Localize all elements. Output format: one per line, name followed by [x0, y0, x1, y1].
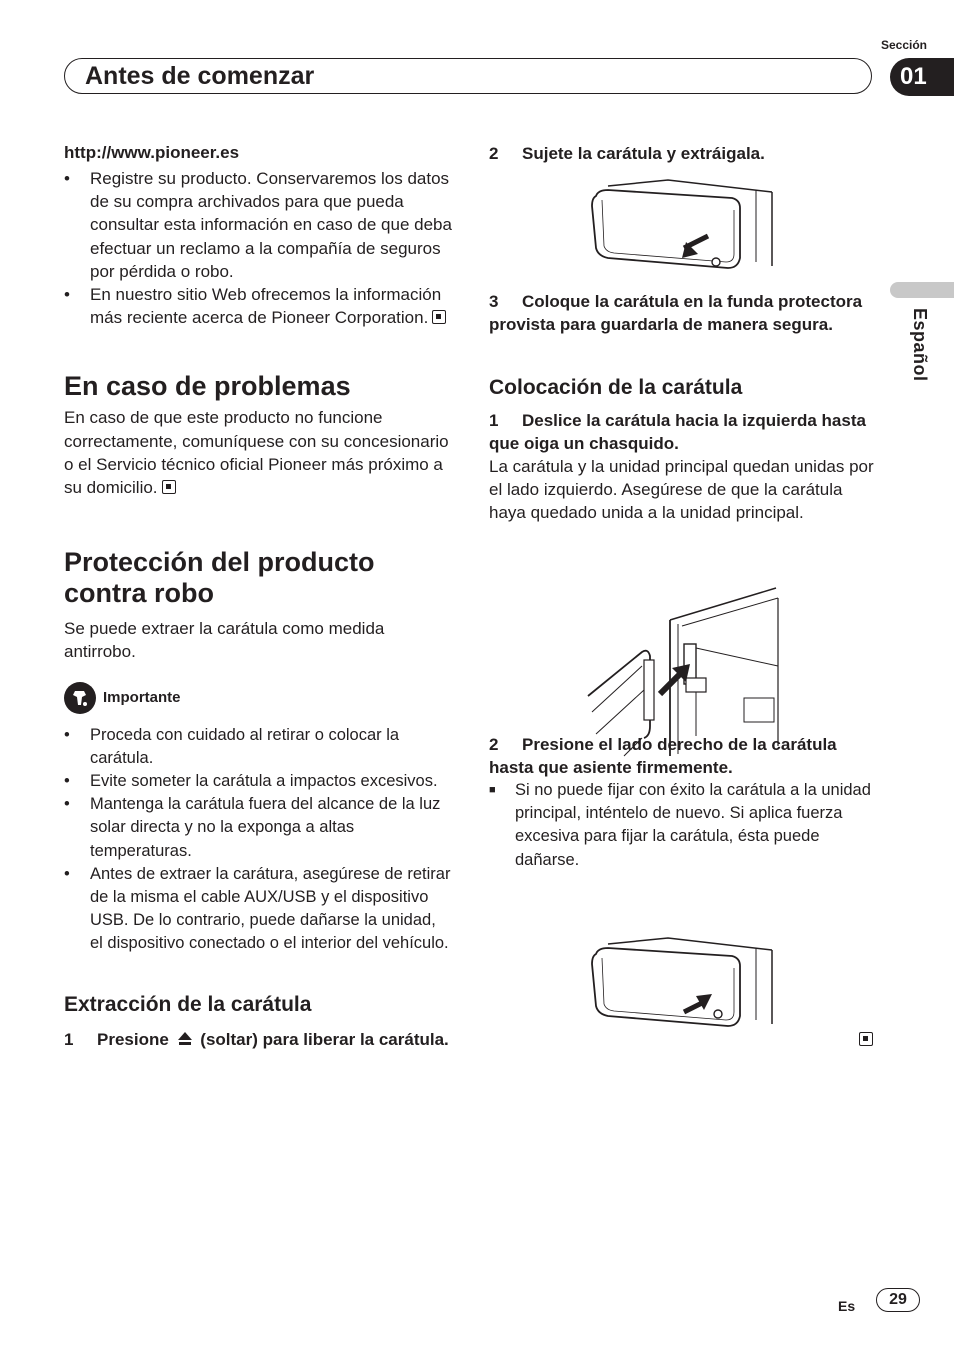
language-label: Español [910, 308, 930, 382]
section-label: Sección [880, 38, 927, 52]
faceplate-press-right-illustration [588, 936, 774, 1028]
important-label: Importante [103, 689, 181, 707]
attach-step-1: 1 Deslice la carátula hacia la izquierda hasta que oiga un chasquido. [489, 410, 866, 453]
language-tab [890, 282, 954, 298]
problems-heading: En caso de problemas [64, 371, 351, 402]
website-url: http://www.pioneer.es [64, 143, 240, 162]
removal-heading: Extracción de la carátula [64, 992, 312, 1016]
end-mark-icon [162, 480, 176, 494]
attach-step-2: 2 Presione el lado derecho de la carátula hasta que asiente firmemente. [489, 734, 837, 777]
removal-step-2: 2 Sujete la carátula y extráigala. [489, 144, 765, 163]
attach-step-1-body: La carátula y la unidad principal quedan unidas por el lado izquierdo. Asegúrese de que la carátula haya quedado unida a la unidad principal. [489, 457, 874, 523]
page-title: Antes de comenzar [85, 62, 315, 90]
faceplate-removal-illustration [588, 178, 774, 270]
theft-paragraph: Se puede extraer la carátula como medida antirrobo. [64, 619, 385, 662]
theft-heading: Protección del producto contra robo [64, 547, 375, 609]
list-item: • Mantenga la carátula fuera del alcance de la luz solar directa y no la exponga a altas temperaturas. [64, 793, 452, 863]
list-item: • Registre su producto. Conservaremos los datos de su compra archivados para que pueda consultar esta información en caso de que deba efectuar un reclamo a la compañía de seguros por pérdida o robo. [64, 167, 452, 283]
footer-language-code: Es [838, 1298, 856, 1314]
problems-paragraph: En caso de que este producto no funcione correctamente, comuníquese con su concesionario o el Servicio técnico oficial Pioneer más próximo a su domicilio. [64, 408, 449, 498]
removal-step-3: 3 Coloque la carátula en la funda protectora provista para guardarla de manera segura. [489, 292, 863, 335]
list-item: • Evite someter la carátula a impactos excesivos. [64, 770, 452, 793]
left-column [64, 142, 452, 1051]
url-bullet-list [64, 167, 452, 329]
removal-step-1: 1 Presione (soltar) para liberar la carátula. [64, 1029, 449, 1049]
eject-icon [177, 1031, 193, 1047]
end-mark-icon [432, 310, 446, 324]
end-mark-icon [859, 1032, 873, 1046]
attach-heading: Colocación de la carátula [489, 375, 743, 399]
attach-step-2-note: ■ Si no puede fijar con éxito la carátula a la unidad principal, inténtelo de nuevo. Si aplica fuerza excesiva para fijar la carátula, ésta puede dañarse. [489, 779, 875, 872]
important-icon [64, 682, 96, 714]
important-bullet-list [64, 724, 452, 956]
section-number-badge: 01 [890, 58, 954, 96]
list-item: • Antes de extraer la carátura, asegúrese de retirar de la misma el cable AUX/USB y el dispositivo USB. De lo contrario, puede dañarse la unidad, el dispositivo conectado o el interior del vehículo. [64, 863, 452, 956]
list-item: • Proceda con cuidado al retirar o colocar la carátula. [64, 724, 452, 770]
important-row [64, 682, 452, 714]
faceplate-attach-left-illustration [586, 586, 780, 758]
list-item: • En nuestro sitio Web ofrecemos la información más reciente acerca de Pioneer Corporation. [64, 283, 452, 329]
page-number: 29 [876, 1288, 920, 1312]
